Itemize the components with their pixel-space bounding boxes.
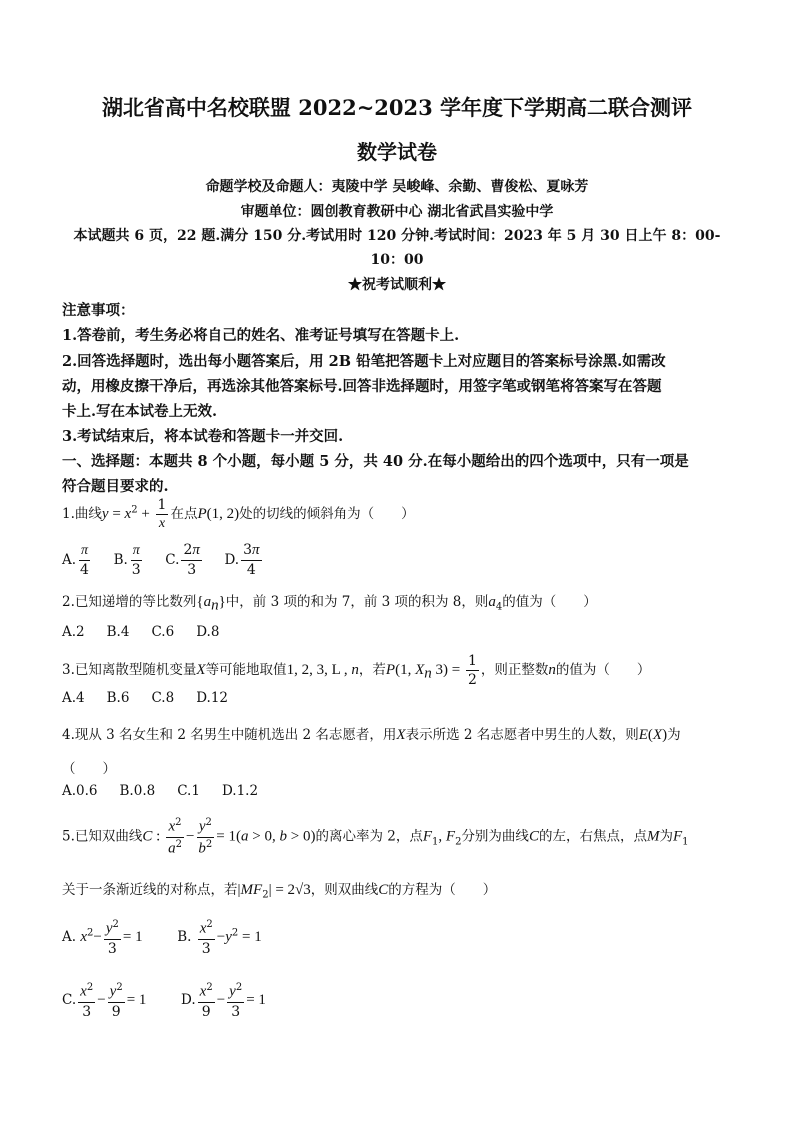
q4-paren: （ ） xyxy=(62,761,116,777)
note-2-line-1: 2.回答选择题时，选出每小题答案后，用 2B 铅笔把答题卡上对应题目的答案标号涂黑.如需改 xyxy=(62,353,666,370)
q1-suffix: 处的切线的倾斜角为（ ） xyxy=(239,506,415,522)
question-4: 4.现从 3 名女生和 2 名男生中随机选出 2 名志愿者，用X表示所选 2 名志愿者中男生的人数，则E(X)为 xyxy=(62,727,681,743)
notes-heading: 注意事项： xyxy=(62,302,135,319)
q2-option-d: D.8 xyxy=(196,624,220,640)
q5-option-c: C. $\frac{x^2}{3}$ − $\frac{y^2}{9}$ = 1 xyxy=(62,982,147,1020)
q2-option-a: A.2 xyxy=(62,624,85,640)
q5-options-row-1 xyxy=(62,920,262,956)
note-2-line-2: 动，用橡皮擦干净后，再选涂其他答案标号.回答非选择题时，用签字笔或钢笔将答案写在答题 xyxy=(62,378,662,395)
note-3: 3.考试结束后，将本试卷和答题卡一并交回. xyxy=(62,428,344,445)
q5-mid3: 的左，右焦点，点 xyxy=(538,828,647,845)
q3-option-a: A.4 xyxy=(62,690,85,706)
wish-line: ★祝考试顺利★ xyxy=(348,277,446,293)
q1-fraction: $\frac{1}{x}$ xyxy=(157,497,167,531)
q5-option-a: A. $x^2-$ $\frac{y^2}{3}$ = 1 xyxy=(62,919,143,957)
q5-mid2: 分别为曲线 xyxy=(461,828,529,845)
section-1-line-2: 符合题目要求的. xyxy=(62,478,169,495)
q1-option-d: D. $\frac{3\pi}{4}$ xyxy=(224,542,260,578)
note-2-line-3: 卡上.写在本试卷上无效. xyxy=(62,403,218,420)
info-line-1: 本试题共 6 页，22 题.满分 150 分.考试用时 120 分钟.考试时间：2023 年 5 月 30 日上午 8：00- xyxy=(73,228,721,244)
q5-option-b: B. $\frac{x^2}{3}$ $-y^2 = 1$ xyxy=(177,919,262,957)
question-5-line-2: 关于一条渐近线的对称点，若$|MF_2| = 2√3$，则双曲线C的方程为（ ） xyxy=(62,882,497,901)
question-1: 1.曲线$y = x^2$ + $\frac{1}{x}$ 在点P(1, 2)处的切线的倾斜角为（ ） xyxy=(62,497,415,531)
exam-title: 湖北省高中名校联盟 2022~2023 学年度下学期高二联合测评 xyxy=(101,95,693,120)
q5-option-d: D. $\frac{x^2}{9}$ − $\frac{y^2}{3}$ = 1 xyxy=(181,982,266,1020)
q4-prefix: 4.现从 3 名女生和 2 名男生中随机选出 2 名志愿者，用 xyxy=(62,727,397,743)
q1-option-a: A. $\frac{\pi}{4}$ xyxy=(62,542,89,578)
q2-suffix: 的值为（ ） xyxy=(502,594,597,610)
q3-mid1: 等可能地取值 xyxy=(205,662,287,678)
exam-subtitle: 数学试卷 xyxy=(357,140,437,164)
q5-line2-mid: ，则双曲线 xyxy=(310,882,379,898)
question-2: 2.已知递增的等比数列$\{a_n\}$中，前 3 项的和为 7，前 3 项的积为 8，则$a_4$的值为（ ） xyxy=(62,594,597,614)
q2-option-b: B.4 xyxy=(106,624,130,640)
q5-line2-prefix: 关于一条渐近线的对称点，若 xyxy=(62,882,238,898)
info-line-2: 10：00 xyxy=(370,252,424,268)
q3-prefix: 3.已知离散型随机变量 xyxy=(62,662,197,678)
q2-prefix: 2.已知递增的等比数列 xyxy=(62,594,197,610)
q1-prefix: 1.曲线 xyxy=(62,506,102,522)
note-1: 1.答卷前，考生务必将自己的姓名、准考证号填写在答题卡上. xyxy=(62,327,460,344)
q4-options xyxy=(62,783,280,799)
section-1-line-1: 一、选择题：本题共 8 个小题，每小题 5 分，共 40 分.在每小题给出的四个选项中，只有一项是 xyxy=(62,453,689,470)
reviewers-line: 审题单位：圆创教育教研中心 湖北省武昌实验中学 xyxy=(240,204,554,220)
q1-curve-formula: y xyxy=(101,506,109,522)
q3-mid2: ，若 xyxy=(358,662,386,678)
q2-mid: 中，前 3 项的和为 7，前 3 项的积为 8，则 xyxy=(225,594,489,610)
q3-option-c: C.8 xyxy=(151,690,175,706)
q4-option-c: C.1 xyxy=(177,783,200,799)
q5-mid1: 的离心率为 2，点 xyxy=(315,828,423,845)
q5-prefix: 5.已知双曲线 xyxy=(62,828,143,845)
q1-option-b: B. $\frac{\pi}{3}$ xyxy=(113,542,141,578)
q4-option-d: D.1.2 xyxy=(221,783,259,799)
q3-option-d: D.12 xyxy=(196,690,228,706)
q3-option-b: B.6 xyxy=(106,690,130,706)
q3-suffix: 的值为（ ） xyxy=(555,662,651,678)
q5-line2-suffix: 的方程为（ ） xyxy=(388,882,497,898)
q2-options xyxy=(62,624,241,640)
q3-mid3: ，则正整数 xyxy=(480,662,549,678)
q4-suffix: 为 xyxy=(667,727,681,743)
q4-mid: 表示所选 2 名志愿者中男生的人数，则 xyxy=(405,727,639,743)
q5-mid4: 为 xyxy=(659,828,673,845)
question-5: 5.已知双曲线C : $\frac{x^2}{a^2}$ − $\frac{y^2}{b^2}$ = 1(a > 0, b > 0)的离心率为 2，点$F_1$, $F_2$分别为曲线C的左，右焦点，点M为$F_1$ xyxy=(62,817,689,857)
q1-option-c: C. $\frac{2\pi}{3}$ xyxy=(165,542,200,578)
q3-options xyxy=(62,690,250,706)
q1-mid: 在点 xyxy=(170,506,198,522)
q5-options-row-2 xyxy=(62,983,266,1019)
q2-option-c: C.6 xyxy=(151,624,175,640)
q1-options xyxy=(62,543,264,577)
authors-line: 命题学校及命题人：夷陵中学 吴峻峰、余勤、曹俊松、夏咏芳 xyxy=(205,179,589,195)
q4-option-a: A.0.6 xyxy=(62,783,98,799)
q4-option-b: B.0.8 xyxy=(119,783,156,799)
question-3: 3.已知离散型随机变量X等可能地取值1, 2, 3, L , n，若P(1, $X_n$ 3) = $\frac{1}{2}$ ，则正整数n的值为（ ） xyxy=(62,653,651,688)
